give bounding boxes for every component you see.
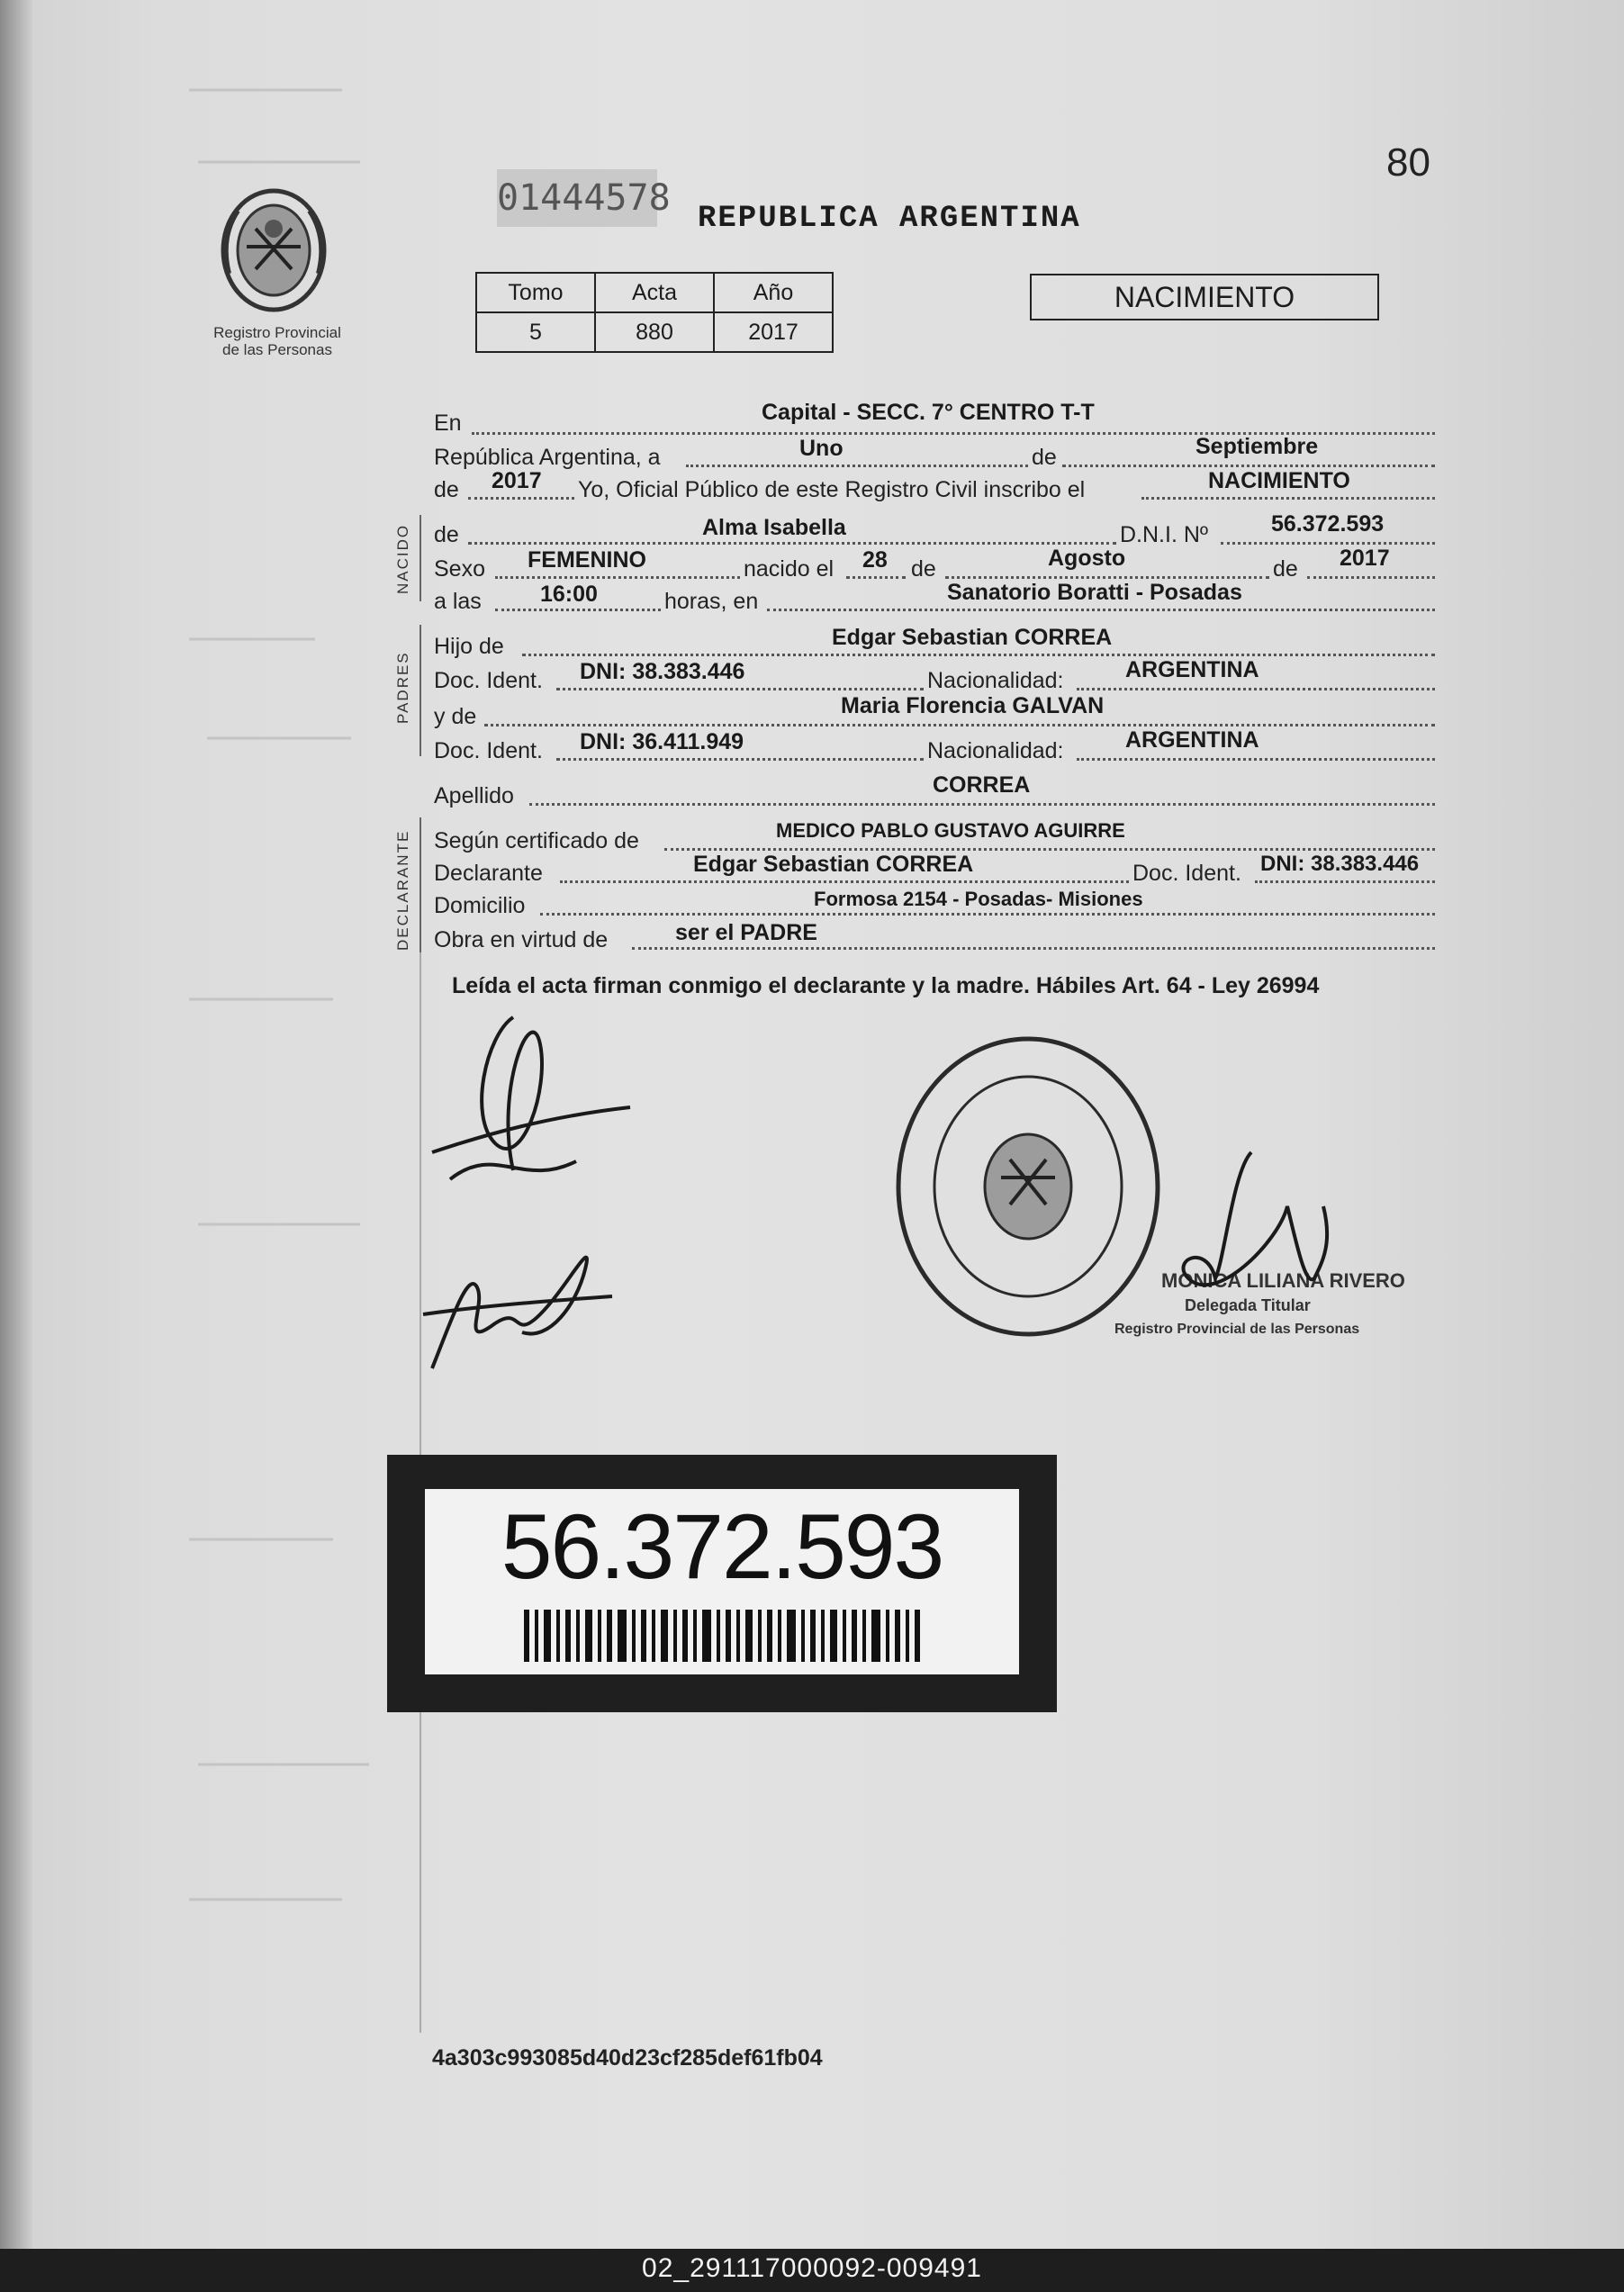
volume-header-acta: Acta	[595, 273, 714, 312]
section-divider-nacido	[420, 515, 421, 601]
label-hijo-de: Hijo de	[434, 634, 504, 659]
label-nacido-el: nacido el	[744, 556, 835, 582]
field-nacido-mes: Agosto	[1048, 546, 1126, 571]
volume-value-acta: 880	[595, 312, 714, 352]
dotted-line	[1141, 497, 1435, 500]
field-anio: 2017	[492, 468, 542, 493]
barcode-inner	[425, 1489, 1019, 1674]
dotted-line	[484, 724, 1435, 726]
label-de-anio: de	[434, 477, 459, 502]
dotted-line	[556, 688, 924, 690]
label-doc-declarante: Doc. Ident.	[1132, 861, 1241, 886]
field-nacido-anio: 2017	[1340, 546, 1390, 571]
label-domicilio: Domicilio	[434, 893, 526, 918]
volume-table	[475, 272, 834, 353]
label-de-anio2: de	[1273, 556, 1298, 582]
label-de-mes: de	[911, 556, 936, 582]
barcode-label	[387, 1455, 1057, 1712]
volume-header-tomo: Tomo	[476, 273, 595, 312]
label-horas-en: horas, en	[664, 589, 759, 614]
registry-name-line1: Registro Provincial	[213, 324, 341, 341]
volume-header-anio: Año	[714, 273, 833, 312]
field-dia: Uno	[799, 436, 844, 461]
barcode-bars	[524, 1610, 920, 1662]
label-inscribo: Yo, Oficial Público de este Registro Civil inscribo el	[578, 477, 1086, 502]
dotted-line	[945, 576, 1269, 579]
dotted-line	[632, 947, 1435, 950]
page-number: 80	[1386, 140, 1430, 185]
label-nacionalidad-madre: Nacionalidad:	[927, 738, 1064, 763]
registry-name	[196, 324, 358, 358]
label-y-de: y de	[434, 704, 477, 729]
label-apellido: Apellido	[434, 783, 514, 808]
label-obra: Obra en virtud de	[434, 927, 609, 952]
dotted-line	[1077, 688, 1435, 690]
field-padre: Edgar Sebastian CORREA	[832, 625, 1113, 650]
dotted-line	[540, 913, 1435, 916]
label-republica: República Argentina, a	[434, 445, 661, 470]
signature-madre	[414, 1215, 630, 1395]
field-apellido: CORREA	[933, 772, 1031, 798]
dotted-line	[686, 465, 1028, 467]
volume-table-header-row	[476, 273, 833, 312]
dotted-line	[1255, 880, 1435, 883]
field-obra: ser el PADRE	[675, 920, 817, 945]
dotted-line	[529, 803, 1435, 806]
field-dni: 56.372.593	[1271, 511, 1385, 537]
label-en: En	[434, 411, 462, 436]
field-domicilio: Formosa 2154 - Posadas- Misiones	[814, 888, 1143, 910]
dotted-line	[560, 880, 1129, 883]
field-nombre: Alma Isabella	[702, 515, 846, 540]
label-dni: D.N.I. Nº	[1120, 522, 1209, 547]
label-sexo: Sexo	[434, 556, 485, 582]
official-seal	[893, 1033, 1163, 1340]
field-madre-doc: DNI: 36.411.949	[580, 729, 744, 754]
field-nacido-dia: 28	[862, 547, 888, 573]
field-declarante: Edgar Sebastian CORREA	[693, 852, 974, 877]
document-hash: 4a303c993085d40d23cf285def61fb04	[432, 2045, 823, 2071]
side-label-padres: PADRES	[394, 651, 411, 724]
footer-file-id: 02_291117000092-009491	[642, 2253, 982, 2283]
dotted-line	[556, 758, 924, 761]
field-lugar-nacimiento: Sanatorio Boratti - Posadas	[947, 580, 1242, 605]
volume-value-tomo: 5	[476, 312, 595, 352]
dotted-line	[522, 654, 1435, 656]
field-madre-nacionalidad: ARGENTINA	[1125, 727, 1259, 753]
official-name: MONICA LILIANA RIVERO	[1161, 1269, 1405, 1292]
field-madre: Maria Florencia GALVAN	[841, 693, 1105, 718]
record-type-box: NACIMIENTO	[1030, 274, 1379, 320]
label-doc-madre: Doc. Ident.	[434, 738, 543, 763]
signature-declarante	[414, 981, 648, 1215]
volume-table-value-row	[476, 312, 833, 352]
registry-name-line2: de las Personas	[222, 341, 332, 358]
label-doc-padre: Doc. Ident.	[434, 668, 543, 693]
section-divider-padres	[420, 625, 421, 756]
label-de-nombre: de	[434, 522, 459, 547]
field-padre-doc: DNI: 38.383.446	[580, 659, 745, 684]
field-padre-nacionalidad: ARGENTINA	[1125, 657, 1259, 682]
dotted-line	[468, 497, 574, 500]
dotted-line	[468, 542, 1116, 545]
province-coat-of-arms-icon	[211, 184, 337, 317]
dotted-line	[767, 609, 1435, 611]
side-label-nacido: NACIDO	[394, 523, 411, 594]
country-title: REPUBLICA ARGENTINA	[698, 202, 1081, 236]
label-certificado: Según certificado de	[434, 828, 639, 853]
official-role: Delegada Titular	[1185, 1296, 1311, 1314]
volume-value-anio: 2017	[714, 312, 833, 352]
field-inscribo: NACIMIENTO	[1208, 468, 1350, 493]
bleed-through-texture	[180, 54, 414, 2125]
label-de: de	[1032, 445, 1057, 470]
dotted-line	[664, 848, 1435, 851]
field-certificado: MEDICO PABLO GUSTAVO AGUIRRE	[776, 819, 1125, 842]
dotted-line	[495, 609, 661, 611]
dotted-line	[846, 576, 906, 579]
section-divider-declarante	[420, 817, 421, 952]
field-hora: 16:00	[540, 582, 598, 607]
legal-statement: Leída el acta firman conmigo el declarante y la madre. Hábiles Art. 64 - Ley 26994	[452, 973, 1320, 998]
dotted-line	[1307, 576, 1435, 579]
dotted-line	[1077, 758, 1435, 761]
side-label-declarante: DECLARANTE	[394, 829, 411, 951]
label-nacionalidad-padre: Nacionalidad:	[927, 668, 1064, 693]
signature-official	[1161, 1134, 1359, 1314]
field-lugar-registro: Capital - SECC. 7° CENTRO T-T	[762, 400, 1095, 425]
dotted-line	[495, 576, 740, 579]
label-declarante: Declarante	[434, 861, 543, 886]
field-sexo: FEMENINO	[528, 547, 646, 573]
scan-edge-shadow	[0, 0, 32, 2249]
field-declarante-doc: DNI: 38.383.446	[1260, 852, 1420, 876]
label-a-las: a las	[434, 589, 482, 614]
dotted-line	[1221, 542, 1435, 545]
official-office: Registro Provincial de las Personas	[1114, 1322, 1360, 1337]
field-mes: Septiembre	[1195, 434, 1319, 459]
dotted-line	[1062, 465, 1435, 467]
serial-number: 01444578	[497, 169, 657, 227]
barcode-number: 56.372.593	[501, 1495, 943, 1598]
